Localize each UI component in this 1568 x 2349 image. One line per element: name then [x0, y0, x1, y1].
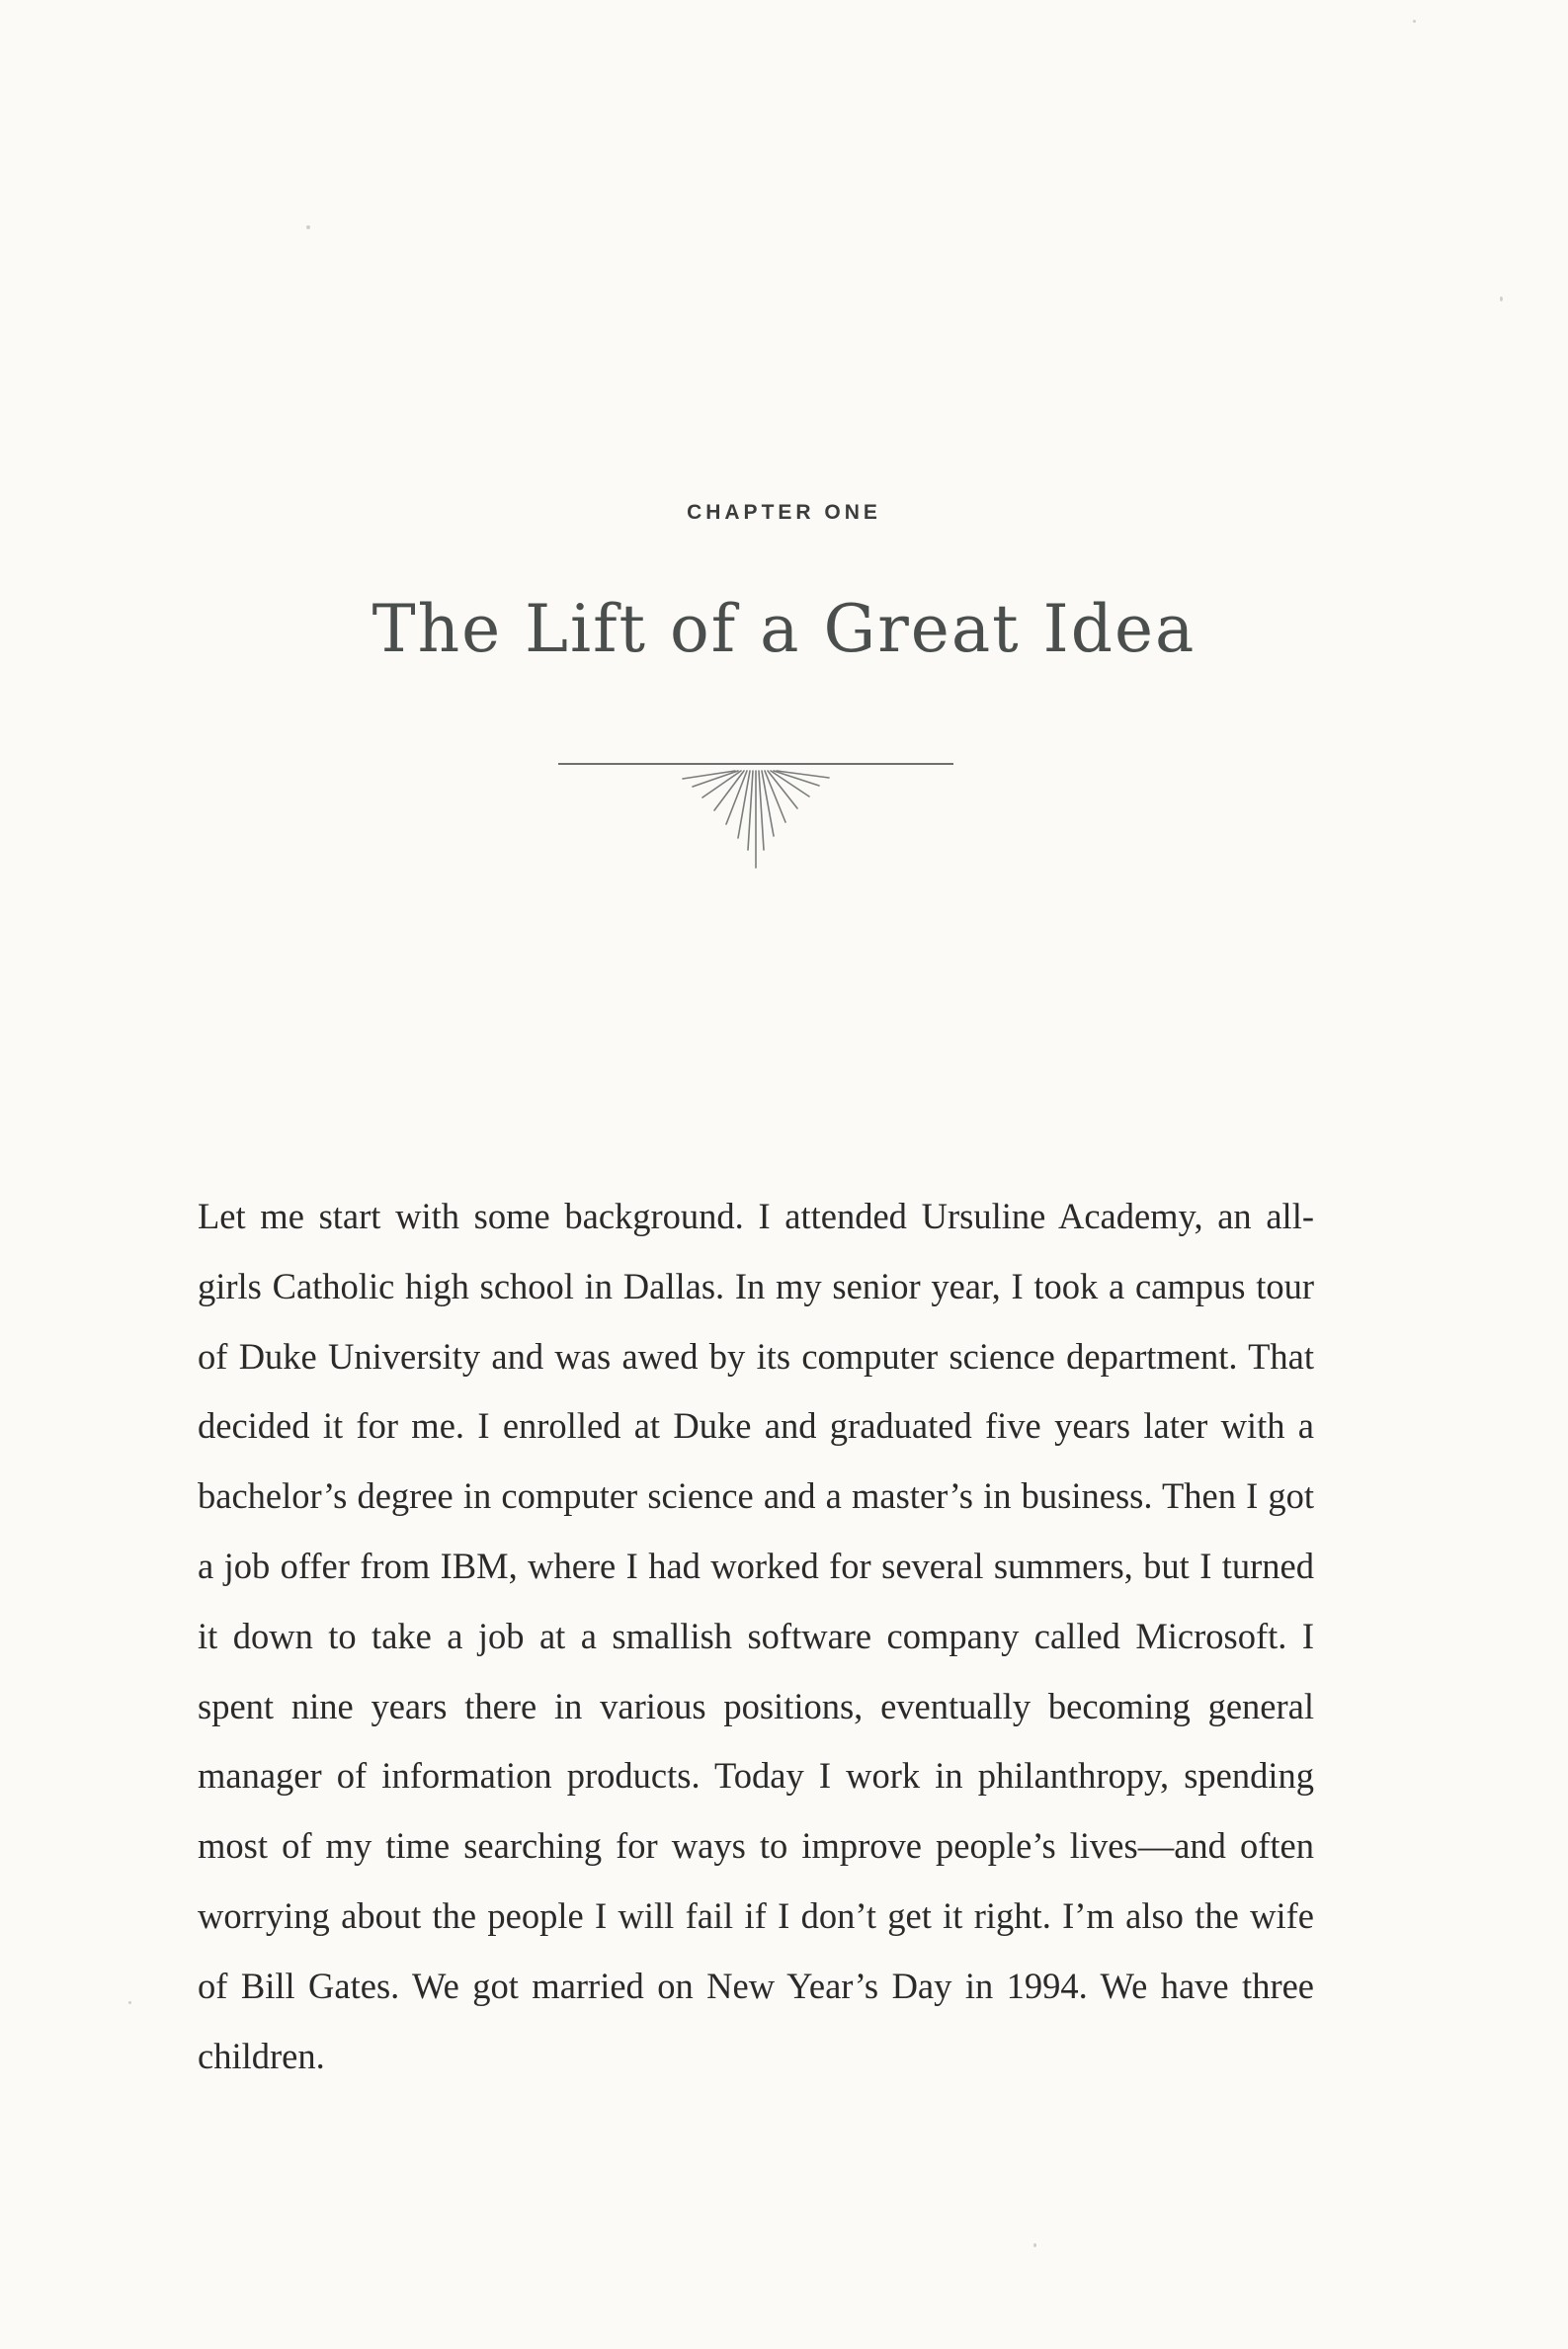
paper-speck [1413, 20, 1416, 23]
paper-speck [306, 225, 310, 229]
paper-speck [128, 2001, 131, 2004]
chapter-title: The Lift of a Great Idea [371, 591, 1197, 667]
body-paragraph: Let me start with some background. I attended Ursuline Academy, an all-girls Catholic high school in Dallas. In my senior year, I took a campus tour of Duke University and was awed by its computer science department. That decided it for me. I enrolled at Duke and graduated five years later with a bachelor’s degree in computer science and a master’s in business. Then I got a job offer from IBM, where I had worked for several summers, but I turned it down to take a job at a smallish software company called Microsoft. I spent nine years there in various positions, eventually becoming general manager of information products. Today I work in philanthropy, spending most of my time searching for ways to improve people’s lives—and often worrying about the people I will fail if I don’t get it right. I’m also the wife of Bill Gates. We got married on New Year’s Day in 1994. We have three children. [198, 1196, 1314, 2076]
chapter-label: CHAPTER ONE [687, 501, 881, 524]
sunburst-divider-icon [548, 751, 963, 875]
paper-speck [1033, 2243, 1036, 2247]
paper-speck [1500, 296, 1503, 301]
